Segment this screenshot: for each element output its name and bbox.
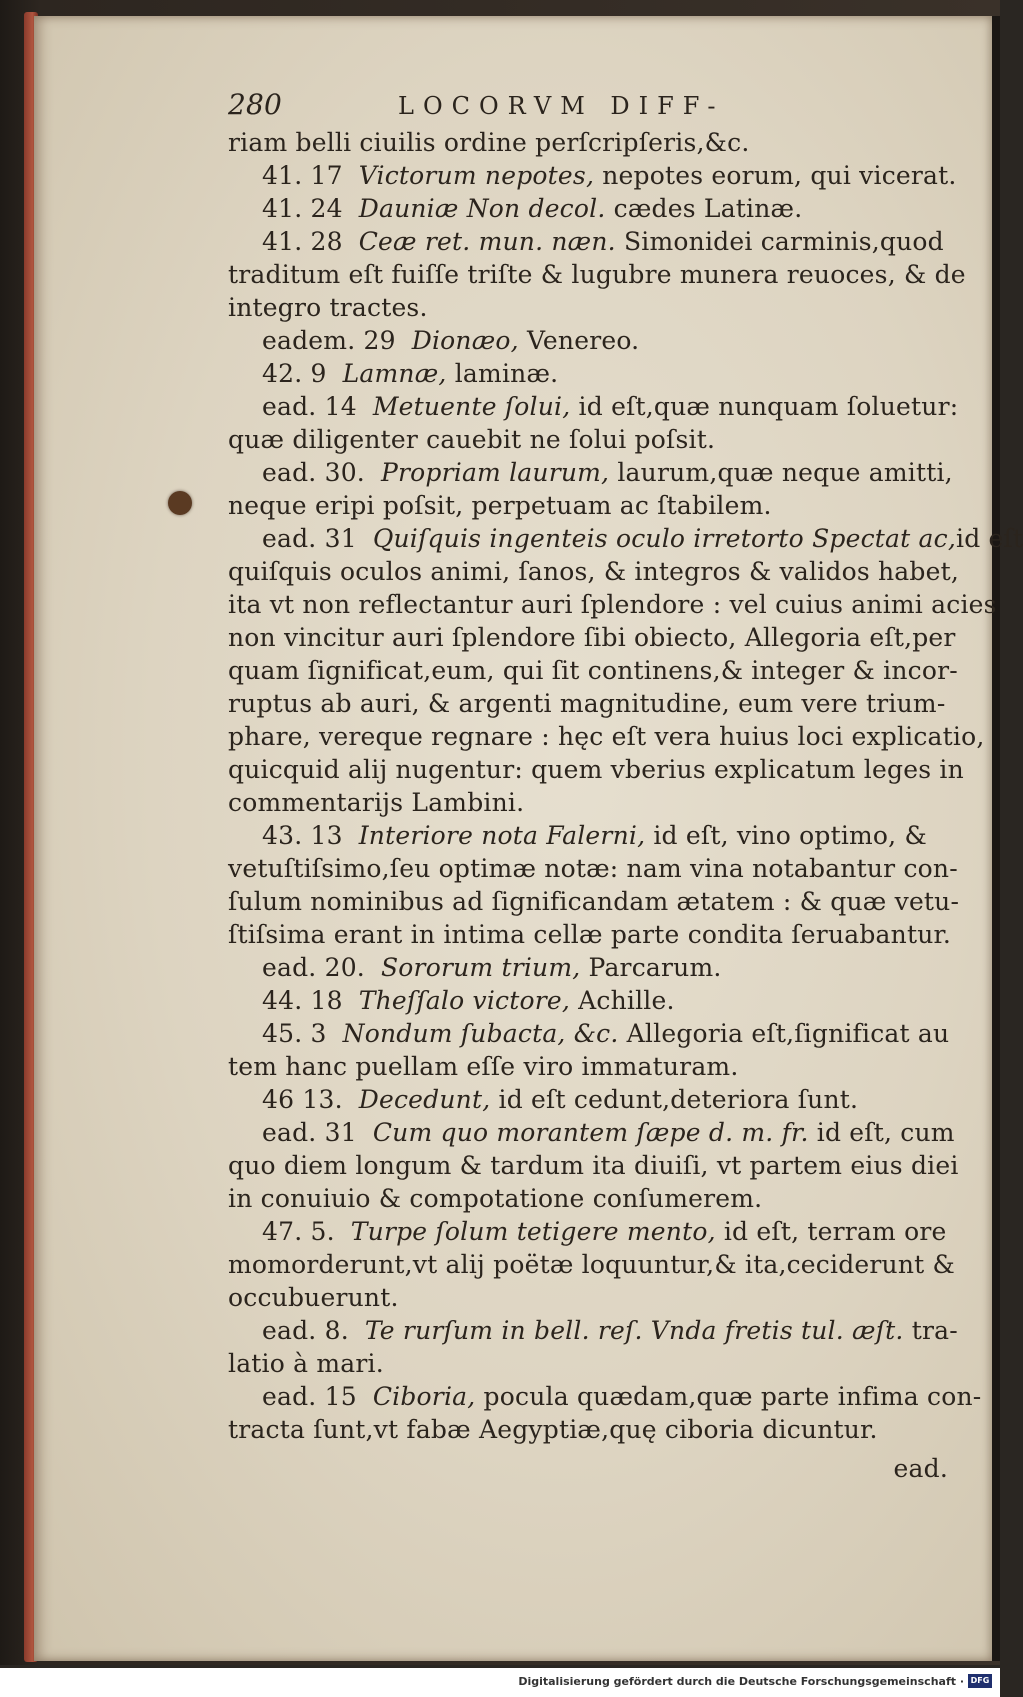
gloss-text: id eſt, terram ore	[715, 1217, 947, 1246]
gloss-text: neque eripi poſsit, perpetuam ac ſtabilem.	[228, 491, 772, 520]
dfg-logo-icon: DFG	[968, 1674, 992, 1688]
page-text	[228, 88, 1023, 1485]
lemma: Lamnæ,	[342, 359, 447, 388]
running-title: LOCORVM DIFF-	[398, 92, 725, 120]
text-line	[228, 588, 997, 621]
text-line	[228, 852, 958, 885]
text-line	[228, 489, 948, 522]
lemma: Interiore nota Falerni,	[358, 821, 646, 850]
lemma: Nondum ſubacta, &c.	[342, 1019, 619, 1048]
text-line	[228, 357, 948, 390]
line-reference: ead. 31	[262, 524, 357, 553]
text-line	[228, 687, 948, 720]
text-line	[228, 258, 966, 291]
gloss-text: ruptus ab auri, & argenti magnitudine, eum vere trium-	[228, 689, 946, 718]
lemma: Te rurſum in bell. reſ. Vnda fretis tul. æſt.	[364, 1316, 904, 1345]
catchword: ead.	[893, 1454, 948, 1483]
text-line	[228, 291, 948, 324]
lemma: Ceæ ret. mun. næn.	[358, 227, 616, 256]
text-line	[228, 555, 960, 588]
gloss-text: id eſt, vino optimo, &	[645, 821, 927, 850]
line-reference: 41. 17	[262, 161, 343, 190]
line-reference: ead. 14	[262, 392, 357, 421]
line-reference: 43. 13	[262, 821, 343, 850]
gloss-text: quo diem longum & tardum ita diuiſi, vt partem eius diei	[228, 1151, 959, 1180]
gloss-text: id eſt cedunt,deteriora ſunt.	[490, 1085, 859, 1114]
lemma: Dionæo,	[411, 326, 519, 355]
gloss-text: quam ſignificat,eum, qui ſit continens,& integer & incor-	[228, 656, 958, 685]
gloss-text: id eſt,quæ nunquam ſoluetur:	[570, 392, 959, 421]
gloss-text: traditum eſt fuiſſe triſte & lugubre munera reuoces, & de	[228, 260, 966, 289]
gloss-text: non vincitur auri ſplendore ſibi obiecto, Allegoria eſt,per	[228, 623, 956, 652]
gloss-text: tra-	[903, 1316, 958, 1345]
lemma: Quiſquis ingenteis oculo irretorto Spectat ac,	[372, 524, 956, 553]
digitization-footer	[0, 1668, 1000, 1697]
text-line	[228, 1050, 948, 1083]
gloss-text: commentarijs Lambini.	[228, 788, 525, 817]
line-reference: ead. 31	[262, 1118, 357, 1147]
text-line	[228, 192, 948, 225]
line-reference: 42. 9	[262, 359, 327, 388]
line-reference: ead. 15	[262, 1382, 357, 1411]
line-reference: 44. 18	[262, 986, 343, 1015]
lemma: Turpe ſolum tetigere mento,	[350, 1217, 716, 1246]
scan-border-right	[992, 16, 1000, 1661]
gloss-text: tem hanc puellam eſſe viro immaturam.	[228, 1052, 739, 1081]
gloss-text: laminæ.	[446, 359, 559, 388]
line-reference: 41. 24	[262, 194, 343, 223]
gloss-text: ſtiſsima erant in intima cellæ parte condita ſeruabantur.	[228, 920, 952, 949]
gloss-text: occubuerunt.	[228, 1283, 399, 1312]
text-line	[228, 1182, 948, 1215]
lemma: Propriam laurum,	[380, 458, 610, 487]
gloss-text: Simonidei carminis,quod	[615, 227, 944, 256]
lemma: Metuente ſolui,	[372, 392, 571, 421]
gloss-text: Parcarum.	[580, 953, 722, 982]
gloss-text: id eſt	[956, 524, 1023, 553]
text-line	[228, 456, 953, 489]
gloss-text: Achille.	[570, 986, 675, 1015]
line-reference: 41. 28	[262, 227, 343, 256]
text-line	[228, 126, 948, 159]
commentary-entries	[228, 126, 1023, 1446]
line-reference: ead. 8.	[262, 1316, 349, 1345]
line-reference: 46 13.	[262, 1085, 343, 1114]
text-line	[228, 390, 959, 423]
gloss-text: laurum,quæ neque amitti,	[609, 458, 953, 487]
text-line	[228, 1017, 948, 1050]
text-line	[228, 951, 948, 984]
gloss-text: momorderunt,vt alij poëtæ loquuntur,& ita,ceciderunt &	[228, 1250, 955, 1279]
page-number: 280	[228, 88, 283, 121]
funding-credit: Digitalisierung gefördert durch die Deutsche Forschungsgemeinschaft ·	[518, 1675, 964, 1688]
line-reference: 47. 5.	[262, 1217, 335, 1246]
gloss-text: vetuſtiſsimo,ſeu optimæ notæ: nam vina notabantur con-	[228, 854, 958, 883]
text-line	[228, 1314, 958, 1347]
lemma: Victorum nepotes,	[358, 161, 595, 190]
gloss-text: Allegoria eſt,ſignificat au	[618, 1019, 950, 1048]
lemma: Ciboria,	[372, 1382, 476, 1411]
gloss-text: latio à mari.	[228, 1349, 384, 1378]
lemma: Sororum trium,	[380, 953, 581, 982]
text-line	[228, 753, 964, 786]
text-line	[228, 159, 957, 192]
text-line	[228, 885, 960, 918]
gloss-text: ſulum nominibus ad ſignificandam ætatem : & quæ vetu-	[228, 887, 960, 916]
gloss-text: riam belli ciuilis ordine perſcripſeris,&c.	[228, 128, 750, 157]
gloss-text: quiſquis oculos animi, ſanos, & integros & validos habet,	[228, 557, 960, 586]
lemma: Theſſalo victore,	[358, 986, 571, 1015]
line-reference: 45. 3	[262, 1019, 327, 1048]
text-line	[228, 1149, 959, 1182]
gloss-text: ita vt non reflectantur auri ſplendore : vel cuius animi acies	[228, 590, 997, 619]
text-line	[228, 918, 952, 951]
gloss-text: integro tractes.	[228, 293, 428, 322]
text-line	[228, 1215, 948, 1248]
text-line	[228, 1083, 948, 1116]
line-reference: ead. 20.	[262, 953, 365, 982]
gloss-text: nepotes eorum, qui vicerat.	[594, 161, 957, 190]
text-line	[228, 1281, 948, 1314]
lemma: Dauniæ Non decol.	[358, 194, 606, 223]
line-reference: ead. 30.	[262, 458, 365, 487]
text-line	[228, 324, 948, 357]
running-head	[228, 88, 948, 124]
text-line	[228, 423, 948, 456]
lemma: Decedunt,	[358, 1085, 491, 1114]
text-line	[228, 720, 985, 753]
gloss-text: quicquid alij nugentur: quem vberius explicatum leges in	[228, 755, 964, 784]
line-reference: eadem. 29	[262, 326, 396, 355]
gloss-text: phare, vereque regnare : hęc eſt vera huius loci explicatio,	[228, 722, 985, 751]
text-line	[228, 225, 948, 258]
gloss-text: tracta ſunt,vt fabæ Aegyptiæ,quę ciboria dicuntur.	[228, 1415, 878, 1444]
text-line	[228, 819, 948, 852]
lemma: Cum quo morantem ſæpe d. m. fr.	[372, 1118, 809, 1147]
text-line	[228, 1380, 982, 1413]
stain-dot-icon	[168, 491, 192, 515]
text-line	[228, 1248, 955, 1281]
gloss-text: in conuiuio & compotatione conſumerem.	[228, 1184, 763, 1213]
gloss-text: id eſt, cum	[808, 1118, 955, 1147]
text-line	[228, 1347, 948, 1380]
gloss-text: Venereo.	[518, 326, 640, 355]
text-line	[228, 1116, 955, 1149]
gloss-text: cædes Latinæ.	[605, 194, 803, 223]
text-line	[228, 786, 948, 819]
text-line	[228, 522, 1023, 555]
gloss-text: quæ diligenter cauebit ne ſolui poſsit.	[228, 425, 716, 454]
text-line	[228, 1413, 948, 1446]
gloss-text: pocula quædam,quæ parte infima con-	[475, 1382, 982, 1411]
text-line	[228, 654, 958, 687]
text-line	[228, 621, 956, 654]
text-line	[228, 984, 948, 1017]
